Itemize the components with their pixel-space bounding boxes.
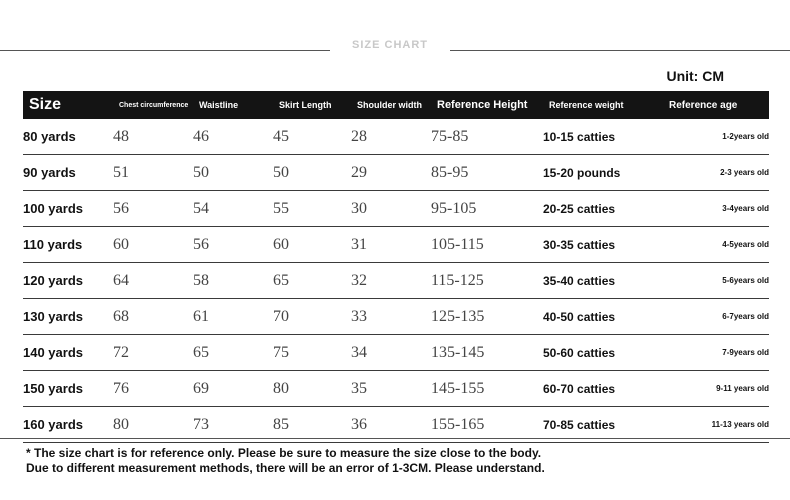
height-cell: 115-125: [431, 263, 543, 299]
unit-label: Unit: CM: [666, 68, 724, 84]
height-cell: 135-145: [431, 335, 543, 371]
height-cell: 75-85: [431, 119, 543, 155]
age-cell: 1-2years old: [663, 119, 769, 155]
chest-cell: 48: [113, 119, 193, 155]
chest-cell: 80: [113, 407, 193, 443]
size-cell: 100 yards: [23, 191, 113, 227]
size-cell: 90 yards: [23, 155, 113, 191]
skirt-length-cell: 70: [273, 299, 351, 335]
weight-cell: 70-85 catties: [543, 407, 663, 443]
size-cell: 150 yards: [23, 371, 113, 407]
chest-cell: 60: [113, 227, 193, 263]
size-cell: 120 yards: [23, 263, 113, 299]
waistline-cell: 58: [193, 263, 273, 299]
size-chart-table: [23, 91, 769, 443]
table-row: [23, 119, 769, 155]
shoulder-width-cell: 36: [351, 407, 431, 443]
chest-cell: 56: [113, 191, 193, 227]
shoulder-width-cell: 28: [351, 119, 431, 155]
shoulder-width-cell: 35: [351, 371, 431, 407]
skirt-length-cell: 50: [273, 155, 351, 191]
weight-cell: 15-20 pounds: [543, 155, 663, 191]
skirt-length-cell: 60: [273, 227, 351, 263]
weight-cell: 50-60 catties: [543, 335, 663, 371]
skirt-length-cell: 45: [273, 119, 351, 155]
weight-cell: 20-25 catties: [543, 191, 663, 227]
table-row: [23, 263, 769, 299]
age-cell: 4-5years old: [663, 227, 769, 263]
waistline-cell: 69: [193, 371, 273, 407]
table-row: [23, 191, 769, 227]
skirt-length-cell: 55: [273, 191, 351, 227]
chest-cell: 68: [113, 299, 193, 335]
size-cell: 140 yards: [23, 335, 113, 371]
header-waistline: Waistline: [193, 91, 273, 119]
table-row: [23, 299, 769, 335]
shoulder-width-cell: 34: [351, 335, 431, 371]
height-cell: 155-165: [431, 407, 543, 443]
disclaimer-note-2: Due to different measurement methods, there will be an error of 1-3CM. Please understand.: [26, 461, 545, 475]
size-cell: 110 yards: [23, 227, 113, 263]
disclaimer-note-1: * The size chart is for reference only. Please be sure to measure the size close to the body.: [26, 446, 542, 460]
waistline-cell: 54: [193, 191, 273, 227]
table-row: [23, 155, 769, 191]
age-cell: 3-4years old: [663, 191, 769, 227]
chest-cell: 64: [113, 263, 193, 299]
shoulder-width-cell: 33: [351, 299, 431, 335]
skirt-length-cell: 85: [273, 407, 351, 443]
header-size: Size: [23, 91, 113, 119]
height-cell: 85-95: [431, 155, 543, 191]
waistline-cell: 46: [193, 119, 273, 155]
weight-cell: 35-40 catties: [543, 263, 663, 299]
height-cell: 105-115: [431, 227, 543, 263]
header-chest: Chest circumference: [113, 91, 193, 119]
height-cell: 125-135: [431, 299, 543, 335]
waistline-cell: 56: [193, 227, 273, 263]
weight-cell: 60-70 catties: [543, 371, 663, 407]
weight-cell: 40-50 catties: [543, 299, 663, 335]
header-skirt-length: Skirt Length: [273, 91, 351, 119]
age-cell: 5-6years old: [663, 263, 769, 299]
shoulder-width-cell: 31: [351, 227, 431, 263]
size-cell: 130 yards: [23, 299, 113, 335]
chest-cell: 51: [113, 155, 193, 191]
weight-cell: 10-15 catties: [543, 119, 663, 155]
skirt-length-cell: 65: [273, 263, 351, 299]
header-reference-height: Reference Height: [431, 91, 543, 119]
skirt-length-cell: 80: [273, 371, 351, 407]
shoulder-width-cell: 30: [351, 191, 431, 227]
waistline-cell: 50: [193, 155, 273, 191]
age-cell: 11-13 years old: [663, 407, 769, 443]
table-body: [23, 119, 769, 443]
waistline-cell: 61: [193, 299, 273, 335]
size-cell: 80 yards: [23, 119, 113, 155]
header-reference-weight: Reference weight: [543, 91, 663, 119]
table-row: [23, 371, 769, 407]
age-cell: 9-11 years old: [663, 371, 769, 407]
waistline-cell: 73: [193, 407, 273, 443]
waistline-cell: 65: [193, 335, 273, 371]
table-header-row: [23, 91, 769, 119]
faded-title: SIZE CHART: [330, 39, 450, 51]
age-cell: 2-3 years old: [663, 155, 769, 191]
header-reference-age: Reference age: [663, 91, 769, 119]
shoulder-width-cell: 32: [351, 263, 431, 299]
age-cell: 6-7years old: [663, 299, 769, 335]
size-cell: 160 yards: [23, 407, 113, 443]
height-cell: 95-105: [431, 191, 543, 227]
chest-cell: 76: [113, 371, 193, 407]
table-row: [23, 335, 769, 371]
shoulder-width-cell: 29: [351, 155, 431, 191]
table-row: [23, 227, 769, 263]
age-cell: 7-9years old: [663, 335, 769, 371]
skirt-length-cell: 75: [273, 335, 351, 371]
header-shoulder-width: Shoulder width: [351, 91, 431, 119]
bottom-divider: [0, 438, 790, 439]
height-cell: 145-155: [431, 371, 543, 407]
chest-cell: 72: [113, 335, 193, 371]
weight-cell: 30-35 catties: [543, 227, 663, 263]
